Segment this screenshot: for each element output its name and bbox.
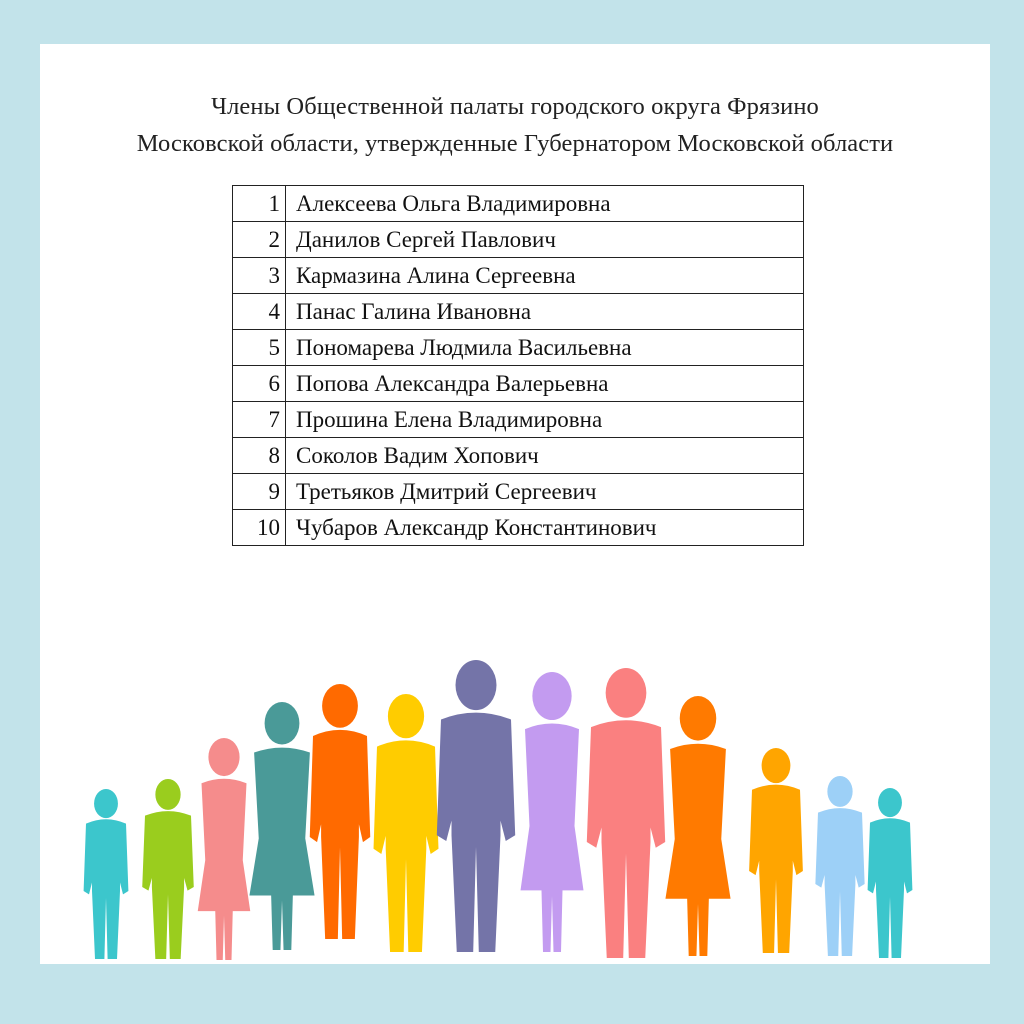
person-silhouette [665,696,730,956]
person-silhouette [587,668,665,958]
title-line-1: Члены Общественной палаты городского округа Фрязино [211,93,819,120]
people-silhouettes-icon [40,44,990,964]
row-number: 2 [233,222,286,258]
person-silhouette [374,694,439,952]
member-name: Данилов Сергей Павлович [286,222,804,258]
title-line-2: Московской области, утвержденные Губернатором Московской области [136,130,894,157]
person-silhouette [310,684,370,939]
member-name: Пономарева Людмила Васильевна [286,330,804,366]
member-name: Алексеева Ольга Владимировна [286,186,804,222]
person-silhouette [815,776,864,956]
row-number: 6 [233,366,286,402]
row-number: 10 [233,510,286,546]
member-name: Прошина Елена Владимировна [286,402,804,438]
member-name: Чубаров Александр Константинович [286,510,804,546]
person-silhouette [142,779,194,959]
person-silhouette [84,789,129,959]
row-number: 5 [233,330,286,366]
member-name: Попова Александра Валерьевна [286,366,804,402]
person-silhouette [749,748,803,953]
row-number: 8 [233,438,286,474]
person-silhouette [198,738,251,960]
row-number: 4 [233,294,286,330]
person-silhouette [868,788,913,958]
document-card [40,44,990,964]
member-name: Третьяков Дмитрий Сергеевич [286,474,804,510]
row-number: 3 [233,258,286,294]
row-number: 1 [233,186,286,222]
person-silhouette [437,660,515,952]
row-number: 7 [233,402,286,438]
member-name: Кармазина Алина Сергеевна [286,258,804,294]
person-silhouette [521,672,584,952]
member-name: Панас Галина Ивановна [286,294,804,330]
person-silhouette [249,702,314,950]
row-number: 9 [233,474,286,510]
member-name: Соколов Вадим Хопович [286,438,804,474]
